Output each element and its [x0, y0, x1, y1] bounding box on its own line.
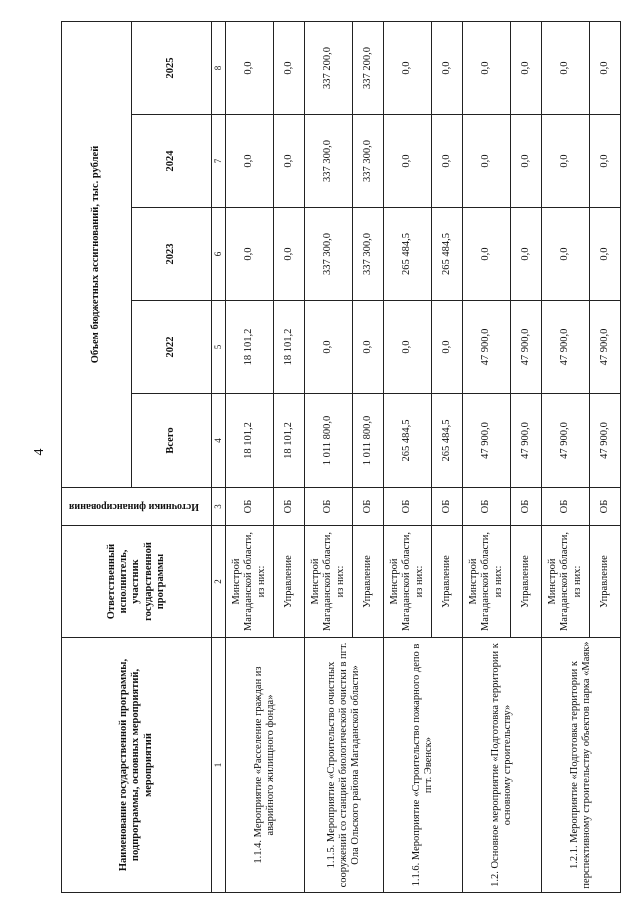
- budget-table: [61, 21, 621, 893]
- row-2024: 337 300,0: [305, 115, 353, 208]
- row-2025: 0,0: [542, 21, 590, 114]
- row-total: 265 484,5: [384, 394, 432, 488]
- col-number: 5: [212, 301, 226, 394]
- col-number: 2: [212, 526, 226, 638]
- row-total: 18 101,2: [274, 394, 305, 488]
- row-2022: 47 900,0: [511, 301, 542, 394]
- row-total: 18 101,2: [226, 394, 274, 488]
- row-executor: Управление: [274, 526, 305, 638]
- row-total: 47 900,0: [542, 394, 590, 488]
- row-2025: 0,0: [384, 21, 432, 114]
- header-year: 2024: [132, 115, 212, 208]
- row-name: 1.2.1. Мероприятие «Подготовка территории к перспективному строительству объектов парка «Маяк»: [542, 638, 621, 893]
- row-2024: 0,0: [384, 115, 432, 208]
- row-2022: 18 101,2: [226, 301, 274, 394]
- row-name: 1.2. Основное мероприятие «Подготовка территории к основному строительству»: [463, 638, 542, 893]
- col-number: 8: [212, 21, 226, 114]
- row-2022: 0,0: [353, 301, 384, 394]
- row-2024: 0,0: [432, 115, 463, 208]
- row-2024: 337 300,0: [353, 115, 384, 208]
- row-total: 265 484,5: [432, 394, 463, 488]
- row-source: ОБ: [432, 488, 463, 526]
- row-total: 47 900,0: [511, 394, 542, 488]
- row-2023: 265 484,5: [432, 208, 463, 301]
- table-row: [226, 21, 274, 892]
- row-2022: 0,0: [384, 301, 432, 394]
- col-number: 4: [212, 394, 226, 488]
- table-row: [305, 21, 353, 892]
- header-year: 2022: [132, 301, 212, 394]
- row-2022: 47 900,0: [590, 301, 621, 394]
- row-2023: 337 300,0: [305, 208, 353, 301]
- header-source-cell: [62, 488, 212, 526]
- row-2023: 337 300,0: [353, 208, 384, 301]
- row-executor: Минстрой Магаданской области, из них:: [542, 526, 590, 638]
- row-2025: 0,0: [511, 21, 542, 114]
- row-name: 1.1.5. Мероприятие «Строительство очистных сооружений со станцией биологической очистки в пгт. Ола Ольского района Магаданской области»: [305, 638, 384, 893]
- row-executor: Минстрой Магаданской области, из них:: [226, 526, 274, 638]
- rotated-page: [61, 23, 610, 893]
- row-source: ОБ: [226, 488, 274, 526]
- row-executor: Управление: [511, 526, 542, 638]
- row-2025: 0,0: [226, 21, 274, 114]
- row-name: 1.1.6. Мероприятие «Строительство пожарного депо в пгт. Эвенск»: [384, 638, 463, 893]
- row-2025: 0,0: [274, 21, 305, 114]
- row-2024: 0,0: [511, 115, 542, 208]
- row-2024: 0,0: [542, 115, 590, 208]
- row-2023: 0,0: [590, 208, 621, 301]
- col-number: 1: [212, 638, 226, 893]
- row-source: ОБ: [305, 488, 353, 526]
- header-year: 2023: [132, 208, 212, 301]
- header-executor: Ответственный исполнитель, участник государственной программы: [62, 526, 212, 638]
- row-source: ОБ: [542, 488, 590, 526]
- row-executor: Управление: [590, 526, 621, 638]
- row-2023: 0,0: [463, 208, 511, 301]
- row-2022: 0,0: [432, 301, 463, 394]
- row-2022: 0,0: [305, 301, 353, 394]
- row-source: ОБ: [511, 488, 542, 526]
- row-2025: 0,0: [463, 21, 511, 114]
- row-2024: 0,0: [226, 115, 274, 208]
- row-2022: 18 101,2: [274, 301, 305, 394]
- row-source: ОБ: [590, 488, 621, 526]
- col-number: 7: [212, 115, 226, 208]
- row-2023: 0,0: [274, 208, 305, 301]
- row-total: 47 900,0: [590, 394, 621, 488]
- row-2023: 0,0: [511, 208, 542, 301]
- page-number: 4: [32, 448, 47, 456]
- header-name: Наименование государственной программы, подпрограммы, основных мероприятий, мероприятий: [62, 638, 212, 893]
- row-source: ОБ: [274, 488, 305, 526]
- row-source: ОБ: [353, 488, 384, 526]
- row-executor: Минстрой Магаданской области, из них:: [384, 526, 432, 638]
- col-number: 6: [212, 208, 226, 301]
- row-name: 1.1.4. Мероприятие «Расселение граждан из аварийного жилищного фонда»: [226, 638, 305, 893]
- row-total: 1 011 800,0: [305, 394, 353, 488]
- row-source: ОБ: [384, 488, 432, 526]
- row-executor: Управление: [353, 526, 384, 638]
- header-source: Источники финансирования: [69, 501, 200, 513]
- col-number: 3: [212, 488, 226, 526]
- row-2022: 47 900,0: [542, 301, 590, 394]
- row-executor: Управление: [432, 526, 463, 638]
- row-2022: 47 900,0: [463, 301, 511, 394]
- table-row: [463, 21, 511, 892]
- row-2025: 337 200,0: [305, 21, 353, 114]
- row-2023: 265 484,5: [384, 208, 432, 301]
- row-2023: 0,0: [542, 208, 590, 301]
- row-executor: Минстрой Магаданской области, из них:: [305, 526, 353, 638]
- row-2025: 0,0: [590, 21, 621, 114]
- row-total: 1 011 800,0: [353, 394, 384, 488]
- row-2024: 0,0: [590, 115, 621, 208]
- row-executor: Минстрой Магаданской области, из них:: [463, 526, 511, 638]
- header-total: Всего: [132, 394, 212, 488]
- row-2023: 0,0: [226, 208, 274, 301]
- row-2025: 337 200,0: [353, 21, 384, 114]
- table-row: [542, 21, 590, 892]
- row-total: 47 900,0: [463, 394, 511, 488]
- row-2024: 0,0: [274, 115, 305, 208]
- row-2024: 0,0: [463, 115, 511, 208]
- table-row: [384, 21, 432, 892]
- header-year: 2025: [132, 21, 212, 114]
- row-source: ОБ: [463, 488, 511, 526]
- row-2025: 0,0: [432, 21, 463, 114]
- header-budget: Объем бюджетных ассигнований, тыс. рублей: [62, 21, 132, 487]
